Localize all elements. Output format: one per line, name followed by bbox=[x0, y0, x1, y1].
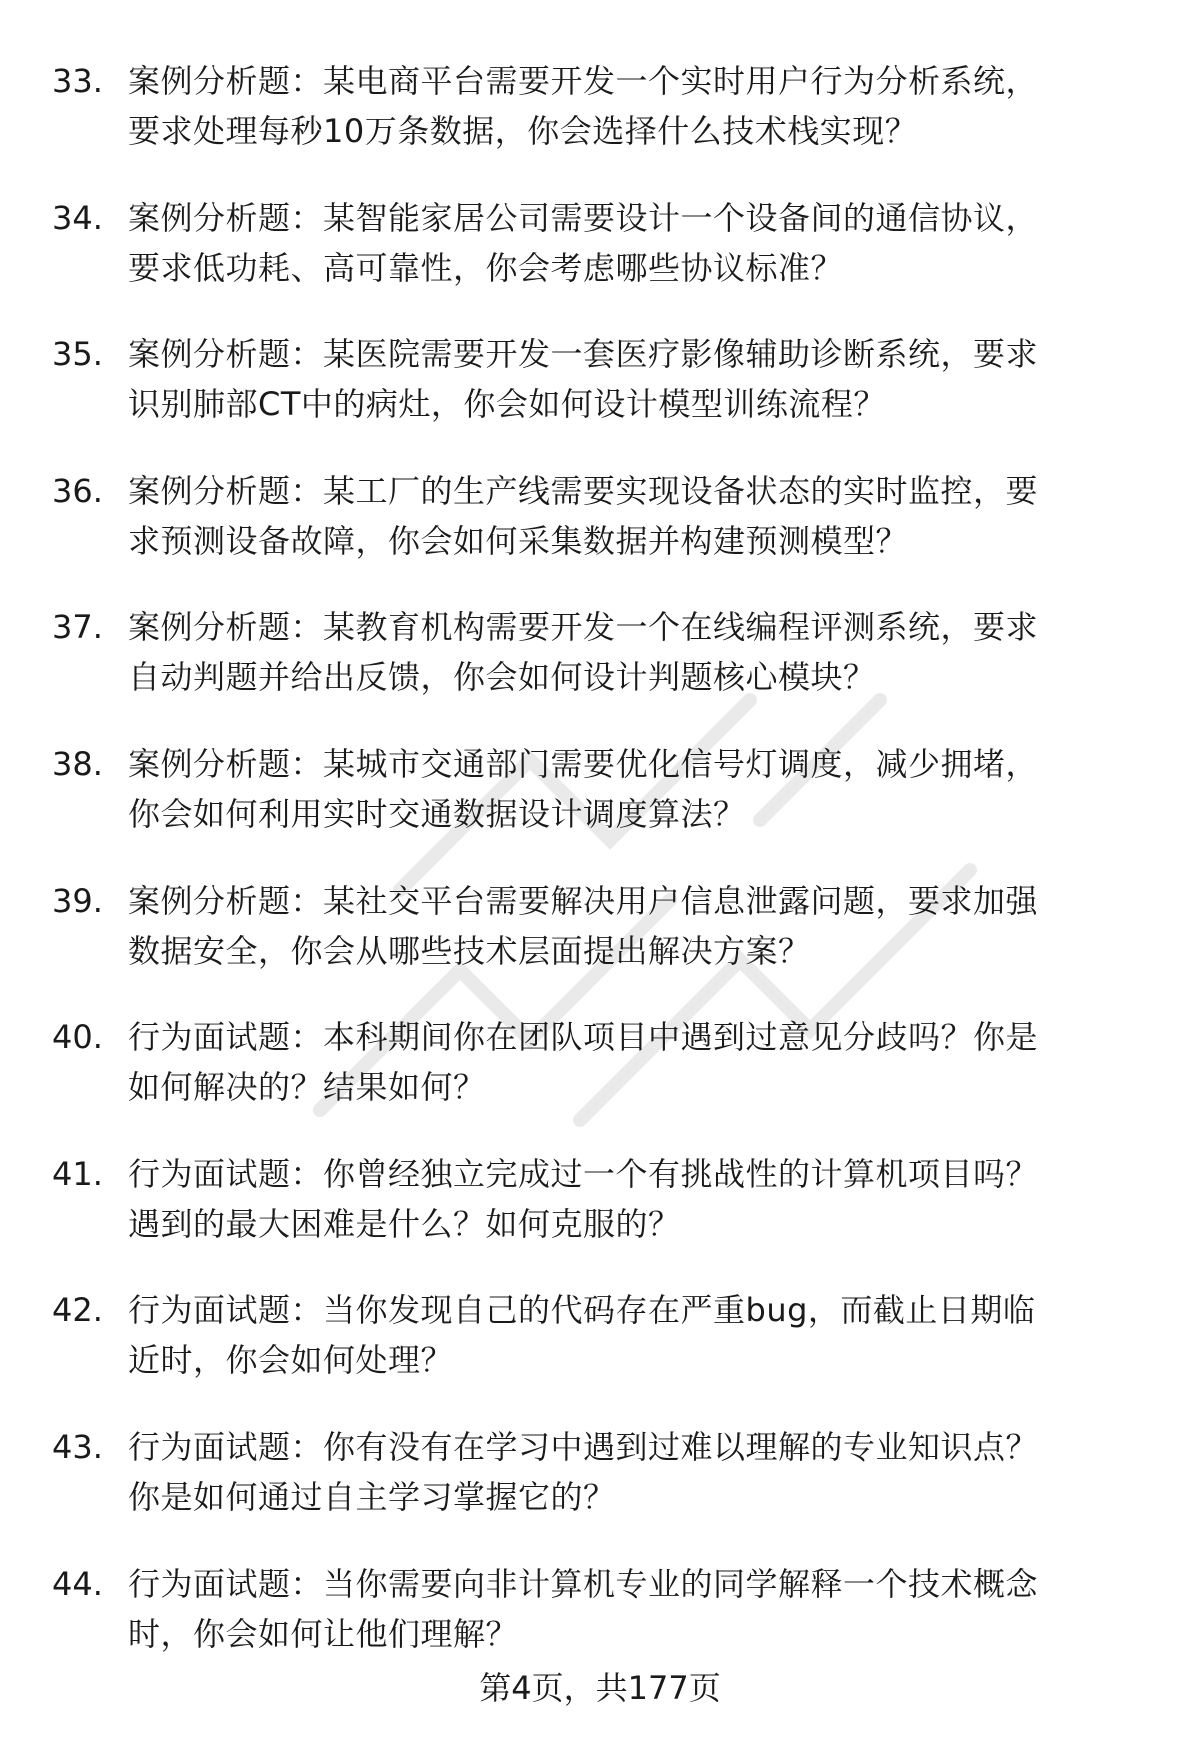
question-item bbox=[0, 466, 1200, 603]
question-list bbox=[0, 56, 1200, 1695]
question-number: 38. bbox=[52, 744, 103, 783]
page-number-label: 第4页，共177页 bbox=[479, 1669, 721, 1707]
question-number: 40. bbox=[52, 1018, 103, 1057]
question-item bbox=[0, 193, 1200, 330]
question-number: 41. bbox=[52, 1154, 103, 1193]
question-text: 行为面试题：你曾经独立完成过一个有挑战性的计算机项目吗？ 遇到的最大困难是什么？如何克服的？ bbox=[128, 1154, 1039, 1243]
question-text: 案例分析题：某工厂的生产线需要实现设备状态的实时监控，要 求预测设备故障，你会如何采集数据并构建预测模型？ bbox=[128, 471, 1039, 560]
question-text: 案例分析题：某城市交通部门需要优化信号灯调度，减少拥堵， 你会如何利用实时交通数据设计调度算法？ bbox=[128, 744, 1039, 833]
question-text: 行为面试题：你有没有在学习中遇到过难以理解的专业知识点？ 你是如何通过自主学习掌握它的？ bbox=[128, 1427, 1039, 1516]
question-number: 35. bbox=[52, 335, 103, 374]
question-item bbox=[0, 1285, 1200, 1422]
question-item bbox=[0, 1012, 1200, 1149]
question-item bbox=[0, 1422, 1200, 1559]
question-number: 44. bbox=[52, 1564, 103, 1603]
page-footer bbox=[0, 1663, 1200, 1713]
question-number: 39. bbox=[52, 881, 103, 920]
question-number: 37. bbox=[52, 608, 103, 647]
question-item bbox=[0, 876, 1200, 1013]
question-item bbox=[0, 1149, 1200, 1286]
question-item bbox=[0, 329, 1200, 466]
question-text: 案例分析题：某教育机构需要开发一个在线编程评测系统，要求 自动判题并给出反馈，你会如何设计判题核心模块？ bbox=[128, 608, 1039, 697]
question-number: 43. bbox=[52, 1427, 103, 1466]
question-text: 案例分析题：某医院需要开发一套医疗影像辅助诊断系统，要求 识别肺部CT中的病灶，你会如何设计模型训练流程？ bbox=[128, 335, 1039, 424]
question-item bbox=[0, 602, 1200, 739]
question-text: 案例分析题：某电商平台需要开发一个实时用户行为分析系统， 要求处理每秒10万条数据，你会选择什么技术栈实现？ bbox=[128, 62, 1039, 150]
question-text: 行为面试题：本科期间你在团队项目中遇到过意见分歧吗？你是 如何解决的？结果如何？ bbox=[128, 1018, 1039, 1107]
question-item bbox=[0, 739, 1200, 876]
question-text: 行为面试题：当你需要向非计算机专业的同学解释一个技术概念 时，你会如何让他们理解？ bbox=[128, 1564, 1039, 1653]
question-text: 案例分析题：某智能家居公司需要设计一个设备间的通信协议， 要求低功耗、高可靠性，你会考虑哪些协议标准？ bbox=[128, 198, 1039, 287]
question-text: 行为面试题：当你发现自己的代码存在严重bug，而截止日期临 近时，你会如何处理？ bbox=[128, 1291, 1036, 1380]
question-number: 34. bbox=[52, 198, 103, 237]
question-number: 36. bbox=[52, 471, 103, 510]
question-item bbox=[0, 56, 1200, 193]
question-number: 33. bbox=[52, 62, 103, 100]
question-text: 案例分析题：某社交平台需要解决用户信息泄露问题，要求加强 数据安全，你会从哪些技术层面提出解决方案？ bbox=[128, 881, 1039, 970]
question-number: 42. bbox=[52, 1291, 103, 1330]
